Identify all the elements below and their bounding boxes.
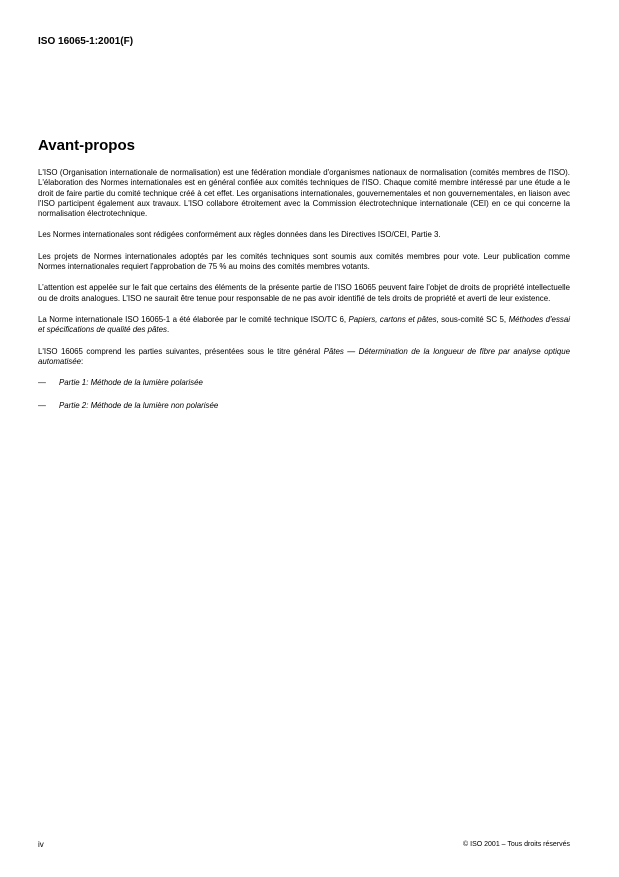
committee-text-1: La Norme internationale ISO 16065-1 a été élaborée par le comité technique ISO/TC 6, <box>38 314 349 324</box>
foreword-body <box>38 168 570 425</box>
paragraph-iso-organisation: L'ISO (Organisation internationale de normalisation) est une fédération mondiale d'organismes nationaux de normalisation (comités membres de l'ISO). L'élaboration des Normes internationales est en général confiée aux comités techniques de l'ISO. Chaque comité membre intéressé par une étude a le droit de faire partie du comité technique créé à cet effet. Les organisations internationales, gouvernementales et non gouvernementales, en liaison avec l'ISO participent également aux travaux. L'ISO collabore étroitement avec la Commission électrotechnique internationale (CEI) en ce qui concerne la normalisation électrotechnique. <box>38 168 570 219</box>
parts-intro-text: L'ISO 16065 comprend les parties suivantes, présentées sous le titre général <box>38 346 324 356</box>
paragraph-patent-rights: L’attention est appelée sur le fait que certains des éléments de la présente partie de l’ISO 16065 peuvent faire l’objet de droits de propriété intellectuelle ou de droits analogues. L’ISO ne saurait être tenue pour responsable de ne pas avoir identifié de tels droits de propriété et averti de leur existence. <box>38 283 570 303</box>
parts-intro-colon: : <box>81 356 84 366</box>
page-number: iv <box>38 840 44 849</box>
tc-title: Papiers, cartons et pâtes <box>348 314 437 324</box>
list-item <box>38 401 570 411</box>
copyright-notice: © ISO 2001 – Tous droits réservés <box>463 841 570 848</box>
committee-text-3: . <box>166 325 170 335</box>
list-dash: — <box>38 378 46 388</box>
sc-title: Méthodes d'essai et spécifications de qualité des pâtes <box>38 314 570 335</box>
paragraph-voting: Les projets de Normes internationales adoptés par les comités techniques sont soumis aux comités membres pour vote. Leur publication comme Normes internationales requiert l'approbation de 75 % au moins des comités membres votants. <box>38 251 570 272</box>
paragraph-committee <box>38 315 570 336</box>
part-1-label: Partie 1: Méthode de la lumière polarisée <box>59 378 203 388</box>
part-2-label: Partie 2: Méthode de la lumière non polarisée <box>59 401 219 411</box>
committee-text-2: , sous-comité SC 5, <box>436 314 509 324</box>
paragraph-parts-intro <box>38 347 570 368</box>
list-dash: — <box>38 401 46 411</box>
paragraph-drafting-rules: Les Normes internationales sont rédigées conformément aux règles données dans les Directives ISO/CEI, Partie 3. <box>38 230 441 240</box>
list-item <box>38 378 570 388</box>
document-reference: ISO 16065-1:2001(F) <box>38 36 134 47</box>
general-title: Pâtes — Détermination de la longueur de fibre par analyse optique automatisée <box>38 346 571 366</box>
section-title: Avant-propos <box>38 137 135 154</box>
